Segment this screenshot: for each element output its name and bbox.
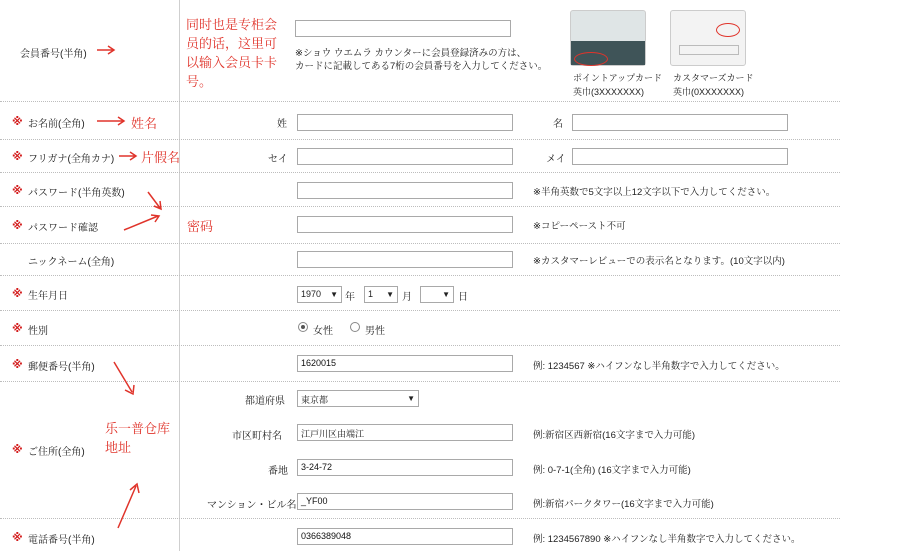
annotation-member-4: 号。 [186, 74, 213, 89]
first-name-label: 名 [553, 119, 563, 130]
required-mark: ※ [12, 359, 23, 371]
name-label: お名前(全角) [28, 119, 85, 130]
postal-input[interactable]: 1620015 [297, 355, 513, 372]
birth-day-select[interactable] [420, 286, 454, 303]
month-unit: 月 [402, 292, 412, 303]
password-confirm-input[interactable] [297, 216, 513, 233]
required-mark: ※ [12, 151, 23, 163]
row-divider [0, 310, 840, 311]
required-mark: ※ [12, 288, 23, 300]
male-radio[interactable] [350, 322, 360, 332]
male-option-label: 男性 [365, 326, 385, 337]
street-label: 番地 [268, 466, 288, 477]
required-mark: ※ [12, 323, 23, 335]
arrow-icon [117, 150, 141, 162]
point-up-card-format: 英巾(3XXXXXXX) [573, 87, 645, 97]
point-up-card-image [570, 10, 646, 66]
first-kana-input[interactable] [572, 148, 788, 165]
dropdown-arrow-icon: ▼ [330, 290, 338, 299]
postal-label: 郵便番号(半角) [28, 362, 95, 373]
member-id-label: 会員番号(半角) [20, 49, 87, 60]
password-input[interactable] [297, 182, 513, 199]
street-note: 例: 0-7-1(全角) (16文字まで入力可能) [533, 465, 691, 476]
annotation-kana: 片假名 [141, 150, 181, 165]
last-kana-input[interactable] [297, 148, 513, 165]
password-confirm-note: ※コピーペースト不可 [533, 221, 626, 232]
annotation-password: 密码 [187, 219, 214, 234]
prefecture-label: 都道府県 [245, 396, 285, 407]
annotation-address-1: 乐一普仓库 [105, 421, 171, 436]
female-radio[interactable] [298, 322, 308, 332]
nickname-label: ニックネーム(全角) [28, 257, 115, 268]
birthday-label: 生年月日 [28, 291, 68, 302]
prefecture-select[interactable]: 東京都 ▼ [297, 390, 419, 407]
row-divider [0, 172, 840, 173]
building-label: マンション・ビル名 [207, 500, 297, 511]
nickname-note: ※カスタマーレビューでの表示名となります。(10文字以内) [533, 256, 785, 267]
row-divider [0, 139, 840, 140]
password-confirm-label: パスワード確認 [28, 223, 98, 234]
member-id-input[interactable] [295, 20, 511, 37]
arrow-icon [95, 44, 119, 56]
city-note: 例:新宿区西新宿(16文字まで入力可能) [533, 430, 696, 441]
last-name-input[interactable] [297, 114, 513, 131]
row-divider [0, 345, 840, 346]
first-name-input[interactable] [572, 114, 788, 131]
last-kana-label: セイ [268, 154, 288, 165]
address-label: ご住所(全角) [28, 447, 85, 458]
annotation-member-1: 同时也是专柜会 [186, 17, 278, 32]
row-divider [0, 101, 840, 102]
building-input[interactable]: _YF00 [297, 493, 513, 510]
birth-month-select[interactable]: 1 ▼ [364, 286, 398, 303]
required-mark: ※ [12, 532, 23, 544]
year-unit: 年 [345, 292, 355, 303]
arrow-icon [120, 190, 180, 235]
gender-label: 性別 [28, 326, 48, 337]
password-note: ※半角英数で5文字以上12文字以下で入力してください。 [533, 187, 776, 198]
customers-card-caption: カスタマーズカード [673, 73, 754, 83]
female-option-label: 女性 [313, 326, 333, 337]
required-mark: ※ [12, 116, 23, 128]
row-divider [0, 275, 840, 276]
phone-input[interactable]: 0366389048 [297, 528, 513, 545]
member-id-note-2: カードに記載してある7桁の会員番号を入力してください。 [295, 61, 548, 72]
annotation-member-3: 以输入会员卡卡 [186, 55, 278, 70]
nickname-input[interactable] [297, 251, 513, 268]
annotation-address-2: 地址 [105, 440, 132, 455]
phone-note: 例: 1234567890 ※ハイフンなし半角数字で入力してください。 [533, 534, 801, 545]
first-kana-label: メイ [546, 154, 566, 165]
annotation-member-2: 员的话，这里可 [186, 36, 278, 51]
day-unit: 日 [458, 292, 468, 303]
dropdown-arrow-icon: ▼ [386, 290, 394, 299]
required-mark: ※ [12, 220, 23, 232]
building-note: 例:新宿パークタワー(16文字まで入力可能) [533, 499, 714, 510]
required-mark: ※ [12, 185, 23, 197]
customers-card-image [670, 10, 746, 66]
street-input[interactable]: 3-24-72 [297, 459, 513, 476]
city-input[interactable]: 江戸川区由端江 [297, 424, 513, 441]
annotation-name: 姓名 [131, 116, 158, 131]
required-mark: ※ [12, 444, 23, 456]
city-label: 市区町村名 [232, 431, 282, 442]
dropdown-arrow-icon: ▼ [407, 394, 415, 403]
phone-label: 電話番号(半角) [28, 535, 95, 546]
arrow-icon [95, 115, 129, 127]
password-label: パスワード(半角英数) [28, 188, 125, 199]
customers-card-format: 英巾(0XXXXXXX) [673, 87, 745, 97]
point-up-card-caption: ポイントアップカード [573, 73, 663, 83]
last-name-label: 姓 [277, 119, 287, 130]
postal-note: 例: 1234567 ※ハイフンなし半角数字で入力してください。 [533, 361, 785, 372]
kana-label: フリガナ(全角カナ) [28, 154, 115, 165]
member-id-note-1: ※ショウ ウエムラ カウンターに会員登録済みの方は、 [295, 48, 527, 59]
dropdown-arrow-icon: ▼ [442, 290, 450, 299]
birth-year-select[interactable]: 1970 ▼ [297, 286, 342, 303]
row-divider [0, 243, 840, 244]
